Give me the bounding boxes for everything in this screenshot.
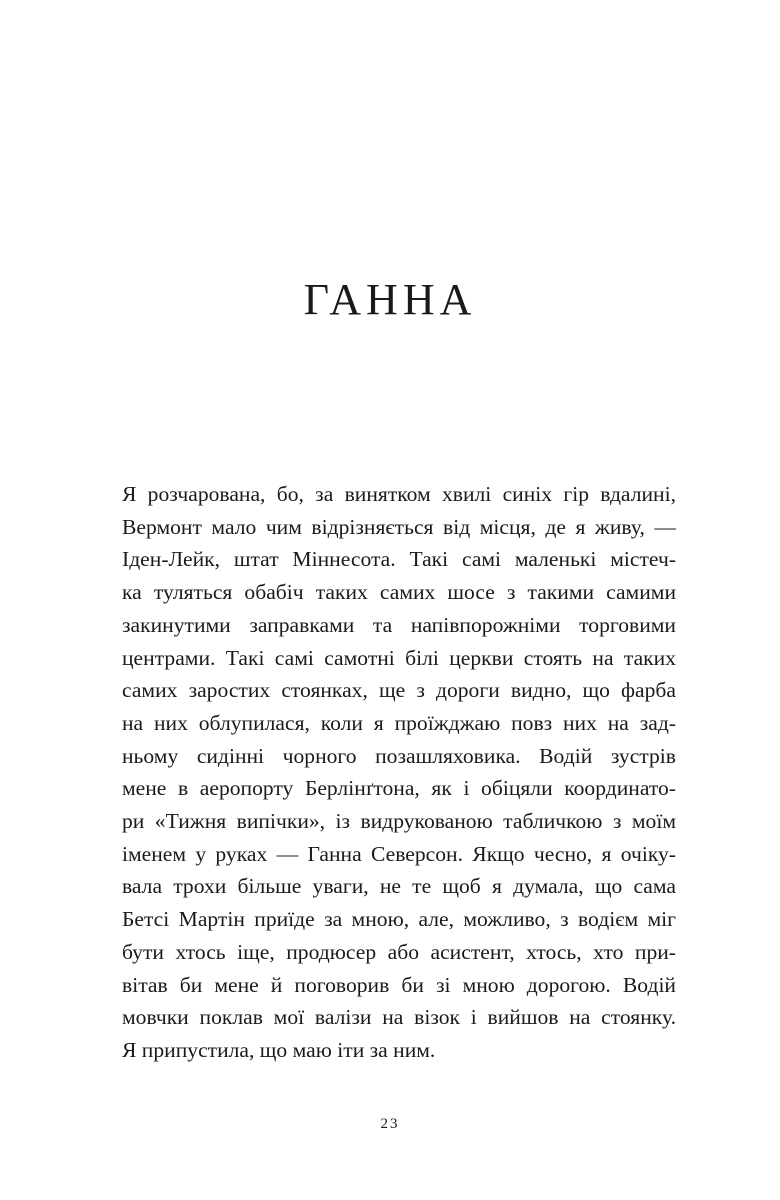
text-line: бути хтось іще, продюсер або асистент, хтось, хто при-	[122, 939, 676, 964]
text-line: ка туляться обабіч таких самих шосе з такими самими	[122, 580, 676, 605]
page-number: 23	[380, 1116, 400, 1132]
text-line: вітав би мене й поговорив би зі мною дорогою. Водій	[122, 972, 676, 997]
text-line: самих заростих стоянках, ще з дороги видно, що фарба	[122, 678, 676, 703]
text-line: закинутими заправками та напівпорожніми торговими	[122, 612, 676, 637]
body-paragraph	[122, 478, 676, 1067]
text-line: іменем у руках — Ганна Северсон. Якщо чесно, я очіку-	[122, 841, 676, 866]
text-line: Іден-Лейк, штат Міннесота. Такі самі маленькі містеч-	[122, 547, 676, 572]
text-line: вала трохи більше уваги, не те щоб я думала, що сама	[122, 874, 676, 899]
text-line: Бетсі Мартін приїде за мною, але, можливо, з водієм міг	[122, 907, 676, 932]
text-line: на них облупилася, коли я проїжджаю повз них на зад-	[122, 710, 676, 735]
text-line: ньому сидінні чорного позашляховика. Водій зустрів	[122, 743, 676, 768]
text-line: Я припустила, що маю іти за ним.	[122, 1037, 436, 1062]
text-line: ри «Тижня випічки», із видрукованою табличкою з моїм	[122, 809, 676, 834]
chapter-title: ГАННА	[303, 275, 477, 324]
text-line: Я розчарована, бо, за винятком хвилі синіх гір вдалині,	[122, 482, 676, 506]
text-line: центрами. Такі самі самотні білі церкви стоять на таких	[122, 645, 676, 670]
text-line: Вермонт мало чим відрізняється від місця, де я живу, —	[122, 514, 676, 539]
text-line: мовчки поклав мої валізи на візок і вийшов на стоянку.	[122, 1005, 676, 1030]
text-line: мене в аеропорту Берлінґтона, як і обіцяли координато-	[122, 776, 676, 801]
